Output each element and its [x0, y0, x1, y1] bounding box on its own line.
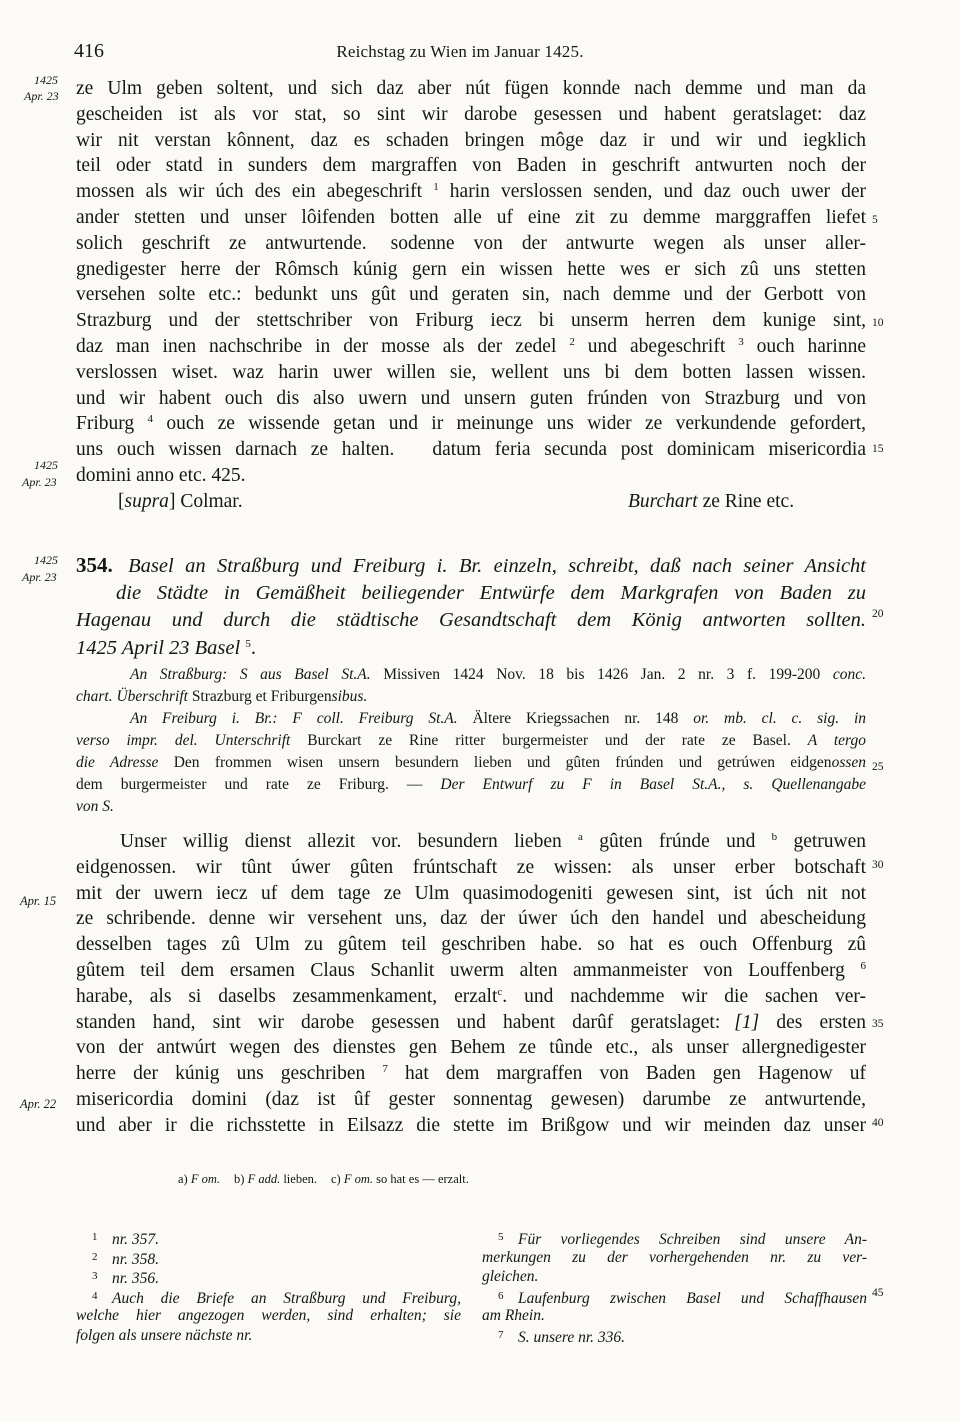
- regest-line: Hagenau und durch die städtische Gesandtschaft dem König antworten sollten.: [76, 609, 866, 631]
- text-line: eidgenossen. wir tûnt úwer gûten frúntschaft ze wissen: als unser erber botschaft: [76, 856, 866, 878]
- footnote-line: merkungen zu der vorhergehenden nr. zu ver-: [482, 1248, 867, 1266]
- text-line: gûtem teil dem ersamen Claus Schanlit uwerm alten ammanmeister von Louffenberg $^6$: [76, 959, 866, 981]
- letter-353-text: [76, 76, 866, 515]
- source-line: An Freiburg i. Br.: F coll. Freiburg St.A. Ältere Kriegssachen nr. 148 or. mb. cl. c. sig. in: [130, 710, 867, 727]
- footnote-ref: 3: [738, 335, 744, 348]
- footnote-line: gleichen.: [482, 1268, 539, 1285]
- text-line: desselben tages zû Ulm zu gûtem teil geschriben habe. so hat es ouch Offenburg zû: [76, 934, 866, 956]
- source-line: die Adresse Den frommen wisen unsern besundern lieben und gûten frúnden und getrúwen eidgenossen: [76, 754, 867, 771]
- margin-date: Apr. 23: [24, 89, 59, 103]
- line-number: 10: [872, 317, 884, 329]
- text-line: ze Ulm geben soltent, und sich daz aber nút fügen konnde nach demme und man da: [76, 78, 866, 99]
- document-number: 354.: [76, 553, 113, 577]
- closing-place: [supra] Colmar.: [118, 490, 243, 512]
- footnote-line: folgen als unsere nächste nr.: [76, 1326, 253, 1344]
- text-line: daz man inen nachschribe in der mosse als der zedel $^2$ und abegeschrift $^3$ ouch harinne: [76, 335, 866, 357]
- footnote: 2 nr. 358.: [92, 1250, 159, 1268]
- margin-date: Apr. 23: [22, 570, 57, 584]
- margin-date: Apr. 22: [20, 1097, 57, 1111]
- footnote-line: am Rhein.: [482, 1307, 545, 1324]
- running-header: [60, 40, 860, 64]
- source-line: dem burgermeister und rate ze Friburg. — Der Entwurf zu F in Basel St.A., s. Quellenangabe: [76, 776, 867, 793]
- regest-354: [76, 552, 866, 662]
- line-number: 30: [872, 859, 884, 871]
- line-number: 5: [872, 214, 878, 226]
- apparatus-ref: b: [771, 831, 778, 843]
- source-description: [76, 664, 866, 818]
- text-line: verslossen wiset. waz harin uwer willen sie, wellent uns bi dem botten lassen wissen.: [76, 361, 866, 383]
- text-line: Unser willig dienst allezit vor. besundern lieben $^a$ gûten frúnde und $^b$ getruwen: [120, 831, 867, 852]
- running-title: Reichstag zu Wien im Januar 1425.: [336, 42, 584, 61]
- text-line: uns ouch wissen darnach ze halten. datum feria secunda post dominicam misericordia: [76, 439, 866, 461]
- page-number: 416: [74, 40, 104, 62]
- footnote: 1 nr. 357.: [92, 1231, 159, 1248]
- text-line: mossen als wir úch des ein abegeschrift $^1$ harin verslossen senden, und daz ouch uwer der: [76, 181, 866, 203]
- source-line: von S.: [76, 798, 114, 815]
- footnote: 5 Für vorliegendes Schreiben sind unsere An-: [498, 1231, 867, 1248]
- margin-date: Apr. 15: [20, 894, 57, 908]
- text-line: ze schribende. denne wir versehent uns, daz der úwer úch den handel und abescheidung: [76, 908, 866, 930]
- text-line: wir nit verstan kônnent, daz es schaden bringen môge daz ir und wir und iegklich: [76, 129, 866, 151]
- text-line: gnedigester herre der Rômsch kúnig gern ein wissen hette wes er sich zû uns stetten: [76, 258, 866, 280]
- text-line: Friburg $^4$ ouch ze wissende getan und ir meinunge uns wider ze verkundende gefordert,: [76, 413, 867, 435]
- footnote-ref: 7: [382, 1063, 388, 1076]
- source-line: An Straßburg: S aus Basel St.A. Missiven 1424 Nov. 18 bis 1426 Jan. 2 nr. 3 f. 199-200 conc.: [130, 666, 867, 683]
- line-number: 25: [872, 761, 884, 773]
- text-line: gescheiden ist als vor stat, so sint wir darobe gesessen und habent geratslaget: daz: [76, 103, 866, 125]
- apparatus-ref: a: [578, 831, 583, 843]
- footnotes-right: [482, 1228, 867, 1345]
- footnote: 7 S. unsere nr. 336.: [498, 1328, 626, 1346]
- letter-354-text: [76, 829, 866, 1139]
- line-number: 40: [872, 1117, 884, 1129]
- signature-line: [76, 489, 866, 515]
- footnote-ref: 2: [569, 335, 575, 348]
- regest-line: 1425 April 23 Basel $^5$.: [76, 636, 256, 659]
- footnote: 4 Auch die Briefe an Straßburg und Freiburg,: [92, 1289, 461, 1307]
- margin-year: 1425: [34, 73, 58, 87]
- source-line: verso impr. del. Unterschrift Burckart ze Rine ritter burgermeister und der rate ze Basel. A tergo: [76, 732, 867, 749]
- text-line: von der antwúrt wegen des dienstes gen Behem ze tûnde etc., als unser allergnedigester: [76, 1037, 866, 1059]
- line-number: 20: [872, 608, 884, 620]
- text-line: mit der uwern iecz uf dem tage ze Ulm quasimodogeniti gewesen sint, ist úch nit not: [76, 882, 866, 904]
- footnote-ref: 6: [860, 959, 866, 972]
- apparatus-ref: c: [497, 985, 503, 998]
- text-line: misericordia domini (daz ist ûf gester sonnentag gewesen) darumbe ze antwurtende,: [76, 1088, 866, 1110]
- footnote: 6 Laufenburg zwischen Basel und Schaffhausen: [498, 1289, 867, 1307]
- line-number: 15: [872, 443, 884, 455]
- footnote-ref: 1: [433, 181, 439, 194]
- text-line: und wir habent ouch dis also uwern und unsern guten frúnden von Strazburg und von: [76, 387, 866, 409]
- text-line: und aber ir die richsstette in Eilsazz die stette im Brißgow und wir meinden daz unser: [76, 1114, 866, 1136]
- footnotes-left: [76, 1228, 461, 1345]
- line-number: 45: [872, 1287, 884, 1299]
- signatory: Burchart ze Rine etc.: [628, 490, 795, 512]
- text-line: standen hand, sint wir darobe gesessen und habent darûf geratslaget: [1] des ersten: [76, 1011, 866, 1033]
- regest-line: die Städte in Gemäßheit beiliegender Entwürfe dem Markgrafen von Baden zu: [116, 581, 866, 604]
- footnote-ref: 4: [147, 413, 154, 426]
- text-line: versehen solte etc.: bedunkt uns gût und geraten sin, nach demme und der Gerbott von: [76, 284, 866, 306]
- line-number: 35: [872, 1018, 884, 1030]
- text-line: solich geschrift ze antwurtende. sodenne von der antwurte wegen als unser aller-: [76, 232, 866, 254]
- text-line: teil oder statd in sunders dem margraffen von Baden in geschrift antwurten noch der: [76, 155, 866, 177]
- margin-year: 1425: [34, 553, 58, 567]
- regest-line: 354. Basel an Straßburg und Freiburg i. Br. einzeln, schreibt, daß nach seiner Ansicht: [76, 553, 867, 577]
- critical-apparatus: a) F om. b) F add. lieben. c) F om. so hat es — erzalt.: [178, 1172, 469, 1186]
- footnote-line: welche hier angezogen werden, sind erhalten; sie: [76, 1307, 461, 1324]
- text-line: herre der kúnig uns geschriben $^7$ hat dem margraffen von Baden gen Hagenow uf: [76, 1063, 867, 1085]
- source-line: chart. Überschrift Strazburg et Friburgensibus.: [76, 688, 368, 705]
- text-line: domini anno etc. 425.: [76, 464, 246, 486]
- text-line: harabe, als si daselbs zesammenkament, erzalt$^c$. und nachdemme wir die sachen ver-: [76, 985, 866, 1007]
- footnote-ref: 5: [245, 637, 251, 650]
- margin-date: Apr. 23: [22, 475, 57, 489]
- footnote: 3 nr. 356.: [92, 1270, 159, 1287]
- text-line: Strazburg und der stettschriber von Friburg iecz bi unserm herren dem kunige sint,: [76, 310, 866, 332]
- margin-year: 1425: [34, 458, 58, 472]
- text-line: ander stetten und unser lôifenden botten alle uf eine zit zu demme marggraffen liefet: [76, 206, 866, 228]
